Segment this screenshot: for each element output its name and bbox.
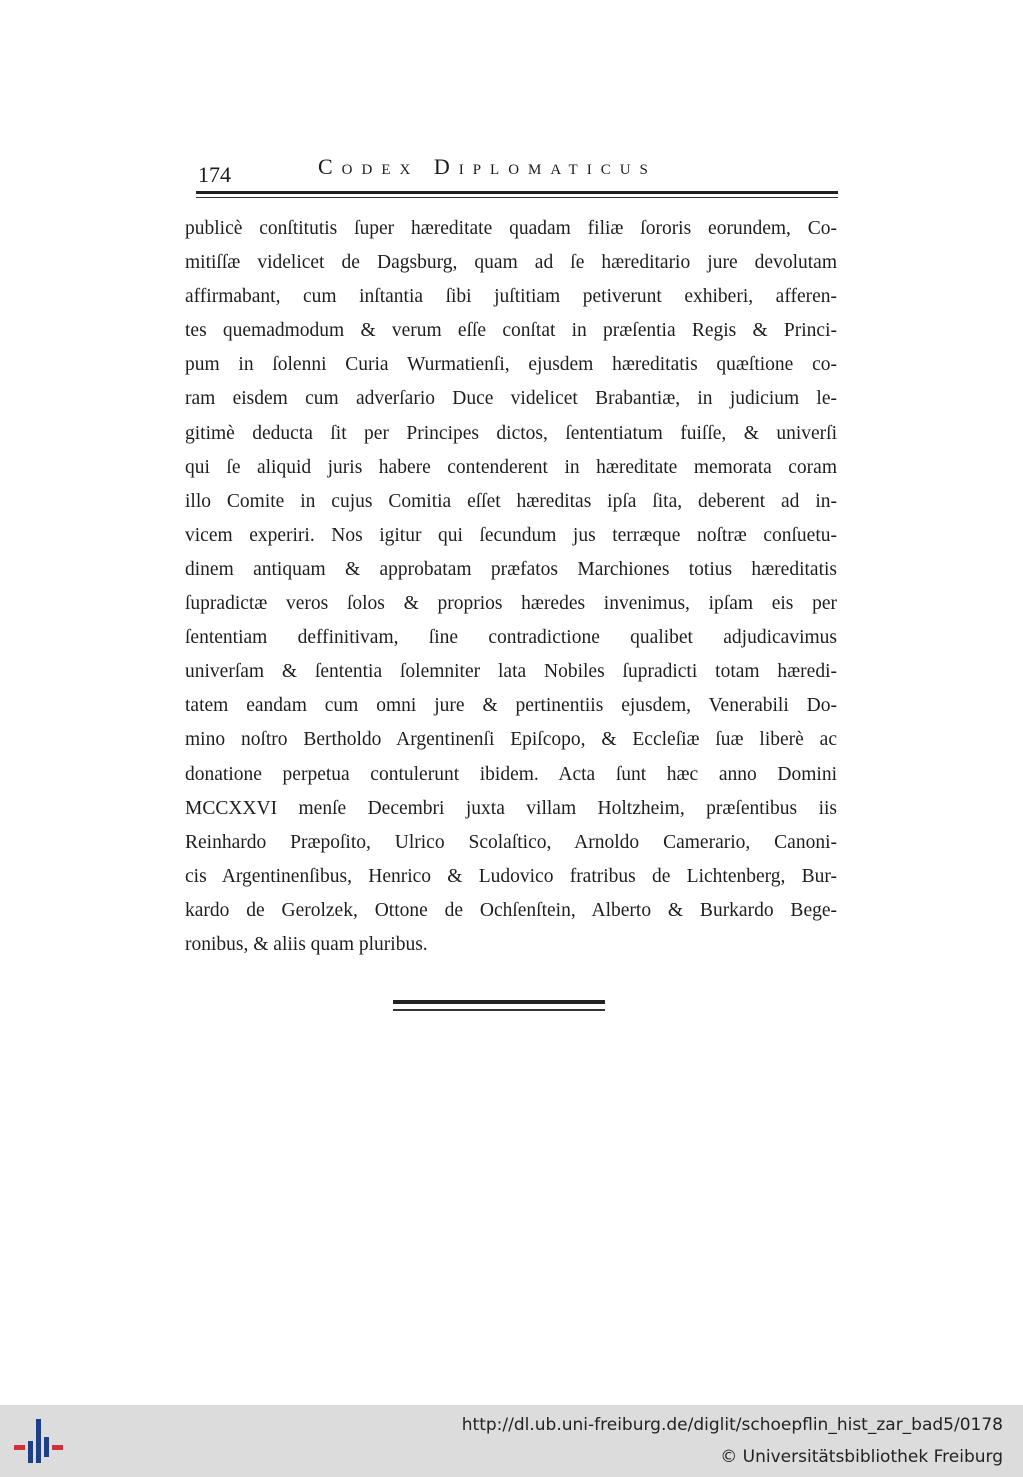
running-title: Codex Diplomaticus [318,154,657,179]
text-line: Reinhardo Præpoſito, Ulrico Scolaſtico, Arnoldo Camerario, Canoni- [185,831,837,853]
text-line: univerſam & ſententia ſolemniter lata Nobiles ſupradicti totam hæredi- [185,661,837,683]
text-line: mitiſſæ videlicet de Dagsburg, quam ad ſe hæreditario jure devolutam [185,252,837,274]
copyright-notice: © Universitätsbibliothek Freiburg [720,1447,1003,1467]
header-rule-thick [196,191,838,194]
end-double-rule [393,1000,605,1012]
text-line: publicè conſtitutis ſuper hæreditate quadam filiæ ſororis eorundem, Co- [185,218,837,239]
text-line: ſententiam deffinitivam, ſine contradictione qualibet adjudicavimus [185,627,837,649]
text-line: tes quemadmodum & verum eſſe conſtat in præſentia Regis & Princi- [185,320,837,342]
text-line: vicem experiri. Nos igitur qui ſecundum jus terræque noſtræ conſuetu- [185,524,837,546]
text-line: donatione perpetua contulerunt ibidem. Acta ſunt hæc anno Domini [185,763,837,785]
text-line: ronibus, & aliis quam pluribus. [185,933,428,955]
running-head [196,152,836,188]
logo-bar [28,1441,33,1463]
logo-bar [44,1437,49,1457]
text-line: tatem eandam cum omni jure & pertinentiis ejusdem, Venerabili Do- [185,695,837,717]
text-line: dinem antiquam & approbatam præfatos Marchiones totius hæreditatis [185,558,837,580]
end-rule-thin [393,1009,605,1011]
text-line: ſupradictæ veros ſolos & proprios hæredes invenimus, ipſam eis per [185,593,837,615]
logo-bar [36,1419,41,1463]
text-line: ram eisdem cum adverſario Duce videlicet Brabantiæ, in judicium le- [185,388,837,410]
text-line: affirmabant, cum inſtantia ſibi juſtitiam petiverunt exhiberi, afferen- [185,286,837,308]
logo-bar [14,1445,25,1450]
text-line: cis Argentinenſibus, Henrico & Ludovico fratribus de Lichtenberg, Bur- [185,865,837,887]
header-rule-thin [196,197,838,198]
body-text [185,212,837,962]
logo-bar [52,1445,63,1450]
end-rule-thick [393,1000,605,1004]
text-line: pum in ſolenni Curia Wurmatienſi, ejusdem hæreditatis quæſtione co- [185,354,837,376]
ub-freiburg-logo-icon [14,1419,66,1463]
text-line: illo Comite in cujus Comitia eſſet hæreditas ipſa ſita, deberent ad in- [185,490,837,512]
permalink-url[interactable]: http://dl.ub.uni-freiburg.de/diglit/schoepflin_hist_zar_bad5/0178 [461,1415,1003,1435]
footer-bar [0,1405,1023,1477]
text-line: qui ſe aliquid juris habere contenderent in hæreditate memorata coram [185,456,837,478]
text-line: kardo de Gerolzek, Ottone de Ochſenſtein, Alberto & Burkardo Bege- [185,899,837,921]
text-line: mino noſtro Bertholdo Argentinenſi Epiſcopo, & Eccleſiæ ſuæ liberè ac [185,729,837,751]
header-double-rule [196,191,838,199]
page-number: 174 [198,162,231,187]
text-line: MCCXXVI menſe Decembri juxta villam Holtzheim, præſentibus iis [185,797,837,819]
text-line: gitimè deducta ſit per Principes dictos, ſententiatum fuiſſe, & univerſi [185,422,837,444]
